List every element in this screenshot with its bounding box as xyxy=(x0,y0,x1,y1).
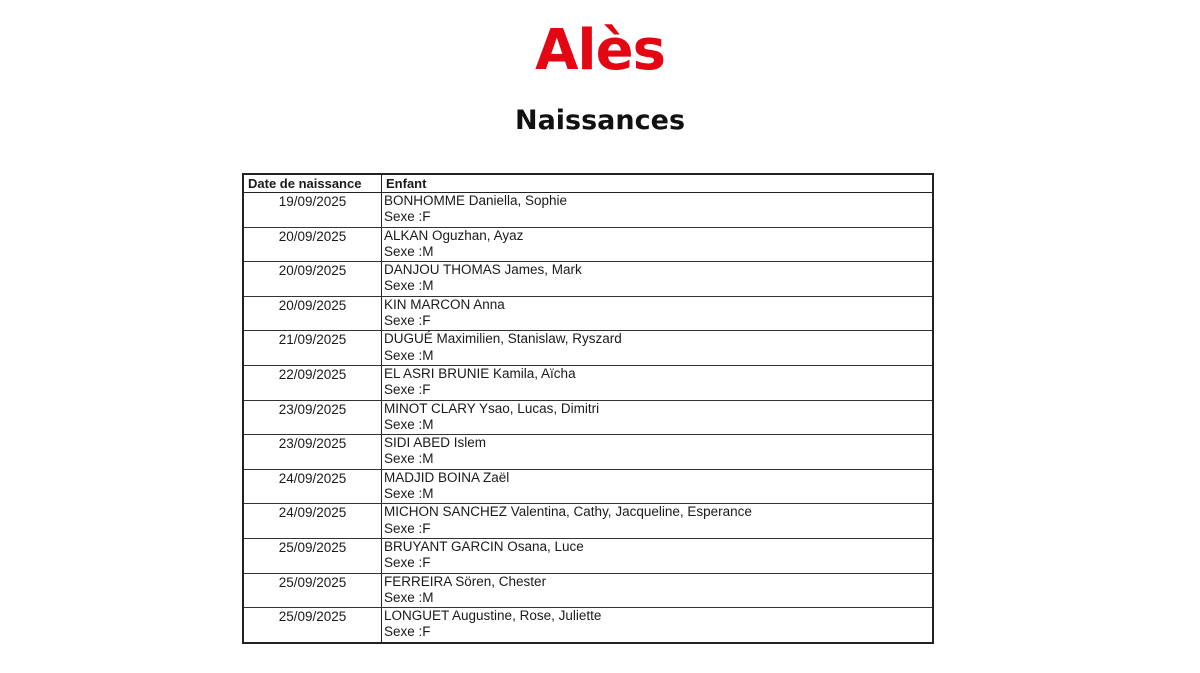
table-row xyxy=(243,573,933,608)
child-sex: Sexe :M xyxy=(384,347,434,363)
child-cell xyxy=(382,365,934,400)
child-name: FERREIRA Sören, Chester xyxy=(384,573,547,589)
city-title: Alès xyxy=(535,18,665,83)
birth-date-cell: 19/09/2025 xyxy=(243,193,382,228)
child-name: BRUYANT GARCIN Osana, Luce xyxy=(384,538,584,554)
table-row xyxy=(243,296,933,331)
birth-date-cell: 20/09/2025 xyxy=(243,296,382,331)
child-cell xyxy=(382,538,934,573)
child-cell xyxy=(382,435,934,470)
birth-date-cell: 20/09/2025 xyxy=(243,227,382,262)
birth-date-cell: 23/09/2025 xyxy=(243,400,382,435)
child-name: BONHOMME Daniella, Sophie xyxy=(384,193,568,208)
child-cell xyxy=(382,504,934,539)
child-sex: Sexe :M xyxy=(384,243,434,259)
section-title: Naissances xyxy=(514,105,686,136)
table-body xyxy=(243,193,933,643)
child-sex: Sexe :F xyxy=(384,520,431,536)
table-row xyxy=(243,331,933,366)
table-header-row xyxy=(243,174,933,193)
child-sex: Sexe :M xyxy=(384,278,434,294)
child-cell xyxy=(382,573,934,608)
child-cell xyxy=(382,608,934,643)
child-cell xyxy=(382,193,934,228)
birth-date-cell: 20/09/2025 xyxy=(243,262,382,297)
column-header-child: Enfant xyxy=(382,174,934,193)
child-sex: Sexe :F xyxy=(384,209,431,225)
table-row xyxy=(243,469,933,504)
table-row xyxy=(243,365,933,400)
child-name: DANJOU THOMAS James, Mark xyxy=(384,262,582,278)
table-row xyxy=(243,538,933,573)
birth-date-cell: 25/09/2025 xyxy=(243,573,382,608)
child-sex: Sexe :F xyxy=(384,313,431,329)
child-name: ALKAN Oguzhan, Ayaz xyxy=(384,227,524,243)
child-name: MINOT CLARY Ysao, Lucas, Dimitri xyxy=(384,400,600,416)
child-name: DUGUÉ Maximilien, Stanislaw, Ryszard xyxy=(384,331,622,347)
child-cell xyxy=(382,262,934,297)
child-cell xyxy=(382,331,934,366)
child-name: SIDI ABED Islem xyxy=(384,435,487,451)
table-row xyxy=(243,608,933,643)
child-sex: Sexe :M xyxy=(384,416,434,432)
child-name: MICHON SANCHEZ Valentina, Cathy, Jacqueline, Esperance xyxy=(384,504,752,520)
child-cell xyxy=(382,296,934,331)
child-name: LONGUET Augustine, Rose, Juliette xyxy=(384,608,602,624)
child-cell xyxy=(382,400,934,435)
birth-date-cell: 24/09/2025 xyxy=(243,504,382,539)
child-name: MADJID BOINA Zaël xyxy=(384,469,510,485)
table-row xyxy=(243,400,933,435)
child-sex: Sexe :F xyxy=(384,382,431,398)
table-row xyxy=(243,504,933,539)
child-sex: Sexe :M xyxy=(384,589,434,605)
child-sex: Sexe :F xyxy=(384,624,431,640)
child-name: EL ASRI BRUNIE Kamila, Aïcha xyxy=(384,365,576,381)
births-table xyxy=(242,173,934,644)
child-cell xyxy=(382,227,934,262)
child-sex: Sexe :M xyxy=(384,486,434,502)
child-sex: Sexe :F xyxy=(384,555,431,571)
birth-date-cell: 25/09/2025 xyxy=(243,538,382,573)
birth-date-cell: 24/09/2025 xyxy=(243,469,382,504)
table-row xyxy=(243,193,933,228)
child-name: KIN MARCON Anna xyxy=(384,296,505,312)
table-row xyxy=(243,435,933,470)
birth-date-cell: 25/09/2025 xyxy=(243,608,382,643)
child-cell xyxy=(382,469,934,504)
child-sex: Sexe :M xyxy=(384,451,434,467)
birth-date-cell: 22/09/2025 xyxy=(243,365,382,400)
birth-date-cell: 23/09/2025 xyxy=(243,435,382,470)
table-row xyxy=(243,227,933,262)
column-header-date: Date de naissance xyxy=(243,174,382,193)
birth-date-cell: 21/09/2025 xyxy=(243,331,382,366)
table-row xyxy=(243,262,933,297)
